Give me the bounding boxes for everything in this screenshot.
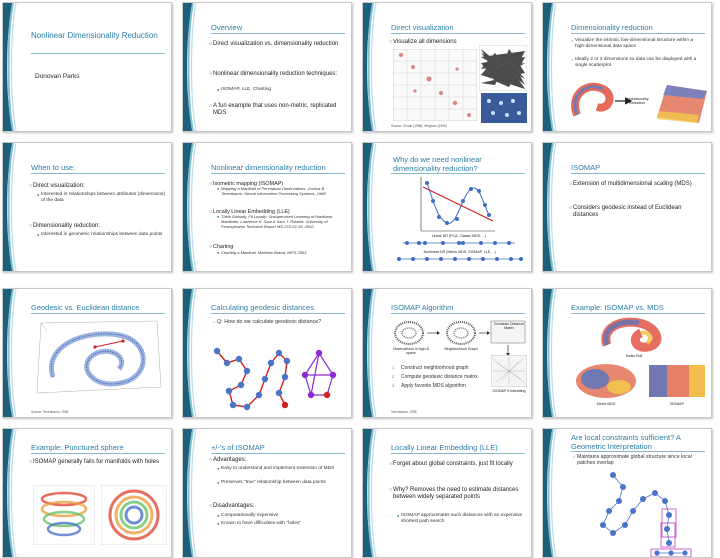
slide-swoosh-icon (363, 143, 387, 271)
title-rule (211, 33, 345, 34)
bullet-text: Nonlinear dimensionality reduction techniques: (213, 71, 338, 77)
bullet-text: Dimensionality reduction: (33, 223, 101, 229)
sub-bullet-icon: ● (217, 480, 220, 485)
bullet-icon: ○ (209, 457, 213, 463)
sub-bullet-text: ISOMAP approximates such distances with an expensive shortest path search (401, 513, 523, 524)
bullet-text: Q: How do we calculate geodesic distance? (217, 319, 322, 325)
slide-heading: Why do we need nonlinear dimensionality reduction? (393, 155, 482, 173)
bullet-icon: ○ (29, 223, 33, 229)
slide-swoosh-icon (363, 289, 387, 417)
bullet-text: Extension of multidimensional scaling (MDS) (573, 181, 692, 187)
caption-metric-mds: Metric MDS (596, 402, 616, 406)
title-rule (31, 173, 165, 174)
linear-dr-label: Linear DR (PCA, Classic MDS, ...) (431, 234, 487, 238)
nonlinear-dr-points (393, 255, 527, 263)
bullet-icon: ○ (389, 487, 393, 493)
slide-heading: Direct visualization (391, 23, 454, 32)
bullet-icon: ○ (569, 205, 573, 211)
title-rule (391, 33, 525, 34)
punctured-sphere-image (33, 485, 95, 545)
title-rule (31, 313, 165, 314)
sub-bullet-icon: ● (37, 232, 40, 237)
slide-swoosh-icon (363, 429, 387, 557)
slide-isomap-vs-mds[interactable] (542, 288, 712, 418)
sub-bullet-text: Mapping a Manifold of Perceptual Observations. Joshua B. Tenenbaum. Neural Information Processing Systems, 1998. (221, 186, 327, 196)
bullet-text: Visualize the intrinsic low-dimensional structure within a high-dimensional data space (575, 38, 694, 49)
slide-nonlinear-dr[interactable] (182, 142, 352, 272)
slide-swoosh-icon (543, 429, 567, 557)
nonlinear-curve-image (417, 175, 497, 233)
slide-lle[interactable] (362, 428, 532, 558)
slide-heading: Are local constraints sufficient? A Geometric Interpretation (571, 433, 681, 451)
bullet-text: Forget about global constraints, just fit locally (393, 461, 513, 467)
title-rule (391, 173, 525, 174)
slide-heading: +/-'s of ISOMAP (211, 443, 265, 452)
bullet-icon: ○ (569, 181, 573, 187)
step-text: Construct neighborhood graph (401, 365, 469, 371)
sub-bullet-icon: ● (217, 521, 220, 526)
reduction-label: Dimensionality Reduction (625, 97, 649, 106)
title-rule (211, 313, 345, 314)
sub-bullet-text: Known to have difficulties with "holes" (221, 521, 302, 526)
bullet-icon: ○ (209, 41, 213, 47)
star-glyphs-image (481, 93, 527, 123)
scatterplot-matrix-image (393, 49, 477, 121)
slide-swoosh-icon (3, 289, 27, 417)
slide-direct-visualization[interactable] (362, 2, 532, 132)
slide-heading: Nonlinear dimensionality reduction (211, 163, 326, 172)
title-rule (31, 453, 165, 454)
slide-heading: ISOMAP (571, 163, 601, 172)
slide-swoosh-icon (3, 143, 27, 271)
swiss-roll-geodesic-image (33, 317, 165, 405)
slide-dimensionality-reduction[interactable] (542, 2, 712, 132)
source-note: Tenenbaum, 1998 (391, 410, 417, 414)
title-rule (391, 453, 525, 454)
bullet-icon: ○ (213, 319, 216, 324)
source-note: Source: Chuah (1998), Wegman (1990) (391, 124, 447, 128)
sub-bullet-icon: ● (217, 214, 220, 219)
sub-bullet-icon: ● (217, 513, 220, 518)
bullet-text: Charting (213, 244, 234, 250)
sub-bullet-text: Charting a Manifold. Matthew Brand, NIPS 2003. (221, 250, 308, 255)
overlapping-patches-image (583, 467, 709, 557)
source-note: Source: Tenenbaum, 1998 (31, 410, 69, 414)
linear-dr-points (399, 239, 519, 247)
slide-punctured-sphere[interactable] (2, 428, 172, 558)
slide-geodesic-vs-euclidean[interactable] (2, 288, 172, 418)
sub-bullet-text: Easy to understand and implement extension of MDS (221, 466, 335, 471)
bullet-icon: ○ (573, 454, 576, 459)
bullet-icon: ○ (389, 39, 393, 45)
sub-bullet-icon: ● (217, 87, 220, 92)
slide-heading: Example: ISOMAP vs. MDS (571, 303, 664, 312)
slide-isomap-algorithm[interactable] (362, 288, 532, 418)
slide-swoosh-icon (183, 429, 207, 557)
isomap-embedding-image (491, 355, 527, 387)
sub-bullet-text: Interested in geometric relationships between data points (41, 232, 163, 237)
title-rule (211, 173, 345, 174)
bullet-icon: ○ (571, 38, 574, 43)
sub-bullet-icon: ● (217, 250, 220, 255)
sub-bullet-icon: ● (217, 466, 220, 471)
bullet-icon: ○ (209, 181, 213, 187)
sub-bullet-text: Computationally expensive (221, 513, 279, 518)
slide-swoosh-icon (543, 143, 567, 271)
step-text: Compute geodesic distance matrix (401, 374, 478, 380)
title-rule (571, 313, 705, 314)
step-text: Apply favorite MDS algorithm (401, 383, 466, 389)
bullet-text: Visualize all dimensions (393, 39, 457, 45)
slide-isomap-pros-cons[interactable] (182, 428, 352, 558)
slide-isomap[interactable] (542, 142, 712, 272)
caption-swiss-roll: Swiss Roll (625, 354, 643, 358)
slide-swoosh-icon (3, 3, 27, 131)
step-icon: 1 (392, 365, 395, 370)
bullet-text: Ideally 2 or 3 dimensions so data can be displayed with a single scatterplot (575, 57, 697, 68)
slide-heading: Overview (211, 23, 243, 32)
isomap-sphere-result-image (101, 485, 167, 545)
slide-why-nonlinear[interactable] (362, 142, 532, 272)
slide-heading: Geodesic vs. Euclidean distance (31, 303, 140, 312)
caption-embedding: ISOMAP Embedding (492, 389, 526, 393)
bullet-text: Advantages: (213, 457, 247, 463)
sub-bullet-text: Think Globally, Fit Locally: Unsupervised Learning of Nonlinear Manifolds. Lawrence K. Saul & Sam T. Roweis. University of Pennsylvania Technical Report MS-CIS-02-18, 2002. (221, 214, 333, 229)
sub-bullet-text: ISOMAP, LLE, Charting (221, 87, 272, 92)
title-rule (31, 53, 165, 54)
bullet-text: Disadvantages: (213, 503, 255, 509)
bullet-icon: ○ (389, 461, 393, 467)
slide-swoosh-icon (183, 3, 207, 131)
slide-swoosh-icon (3, 429, 27, 557)
slide-swoosh-icon (543, 3, 567, 131)
bullet-icon: ○ (29, 459, 33, 465)
bullet-icon: ○ (209, 209, 213, 215)
isomap-result-image (647, 363, 707, 399)
slide-calculating-geodesic[interactable] (182, 288, 352, 418)
slide-heading: Locally Linear Embedding (LLE) (391, 443, 498, 452)
sub-bullet-icon: ● (37, 192, 40, 197)
slide-heading: Calculating geodesic distances (211, 303, 314, 312)
slide-swoosh-icon (183, 289, 207, 417)
bullet-text: Why? Removes the need to estimate distances between widely separated points (393, 487, 519, 501)
bullet-text: ISOMAP generally fails for manifolds with holes (33, 459, 159, 465)
slide-heading: Example: Punctured sphere (31, 443, 124, 452)
slide-local-constraints[interactable] (542, 428, 712, 558)
geodesic-graph-image (209, 339, 349, 415)
bullet-text: A fun example that uses non-metric, replicated MDS (213, 103, 337, 117)
sub-bullet-text: Interested in relationships between attributes (dimensions) of the data (41, 192, 165, 203)
slide-swoosh-icon (543, 289, 567, 417)
title-rule (571, 451, 705, 452)
slide-title-text: Nonlinear Dimensionality Reduction (31, 31, 158, 40)
sub-bullet-icon: ● (397, 513, 400, 518)
bullet-icon: ○ (209, 503, 213, 509)
bullet-text: Isometric mapping (ISOMAP) (213, 181, 284, 187)
author-name: Donovan Parks (35, 73, 80, 80)
slide-swoosh-icon (183, 143, 207, 271)
slide-title[interactable] (2, 2, 172, 132)
slide-heading: Dimensionality reduction (571, 23, 653, 32)
bullet-text: Maintains approximate global structure since local patches overlap (577, 454, 692, 467)
bullet-icon: ○ (209, 71, 213, 77)
bullet-icon: ○ (209, 244, 213, 250)
distance-matrix-box: Geodesic Distance Matrix (493, 322, 525, 331)
title-rule (391, 313, 525, 314)
bullet-icon: ○ (209, 103, 213, 109)
title-rule (571, 33, 705, 34)
slide-heading: When to use: (31, 163, 76, 172)
caption-neighborhood: Neighborhood Graph (444, 347, 478, 351)
caption-observations: Observations in high-D space (392, 347, 430, 356)
slide-swoosh-icon (363, 3, 387, 131)
step-icon: 2 (392, 374, 395, 379)
caption-isomap: ISOMAP (670, 402, 684, 406)
swiss-roll-image (599, 317, 669, 355)
title-rule (571, 173, 705, 174)
bullet-icon: ○ (29, 183, 33, 189)
metric-mds-image (573, 361, 639, 401)
bullet-icon: ○ (571, 57, 574, 62)
sub-bullet-icon: ● (217, 186, 220, 191)
slide-when-to-use[interactable] (2, 142, 172, 272)
sub-bullet-text: Preserves "true" relationship between data points (221, 480, 326, 485)
bullet-text: Locally Linear Embedding (LLE) (213, 209, 290, 215)
slide-heading: ISOMAP Algorithm (391, 303, 454, 312)
step-icon: 3 (392, 383, 395, 388)
bullet-text: Direct visualization vs. dimensionality reduction (213, 41, 339, 47)
nonlinear-dr-label: Nonlinear DR (Metric MDS, ISOMAP, LLE, ...) (423, 250, 497, 254)
bullet-text: Considers geodesic instead of Euclidean distances (573, 205, 682, 219)
parallel-coordinates-image (479, 45, 527, 91)
title-rule (211, 453, 345, 454)
slide-overview[interactable] (182, 2, 352, 132)
bullet-text: Direct visualization: (33, 183, 85, 189)
